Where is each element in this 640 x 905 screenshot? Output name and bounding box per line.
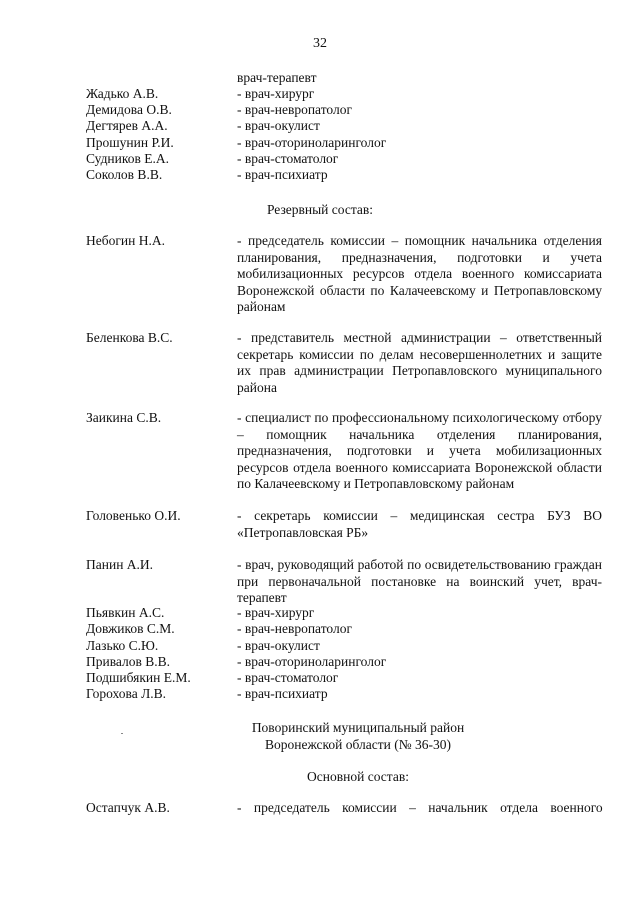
member-role: - врач-стоматолог — [237, 670, 339, 685]
member-role: - врач-хирург — [237, 605, 315, 620]
member-role: - врач, руководящий работой по освидетельствованию граждан при первоначальной постановке на воинский учет, врач-терапевт — [237, 557, 602, 605]
member-name: Привалов В.В. — [86, 654, 171, 669]
member-role: - врач-окулист — [237, 118, 320, 133]
district-line-2: Воронежской области (№ 36-30) — [264, 737, 451, 752]
member-role: - врач-хирург — [237, 86, 315, 101]
member-role: - врач-невропатолог — [237, 102, 353, 117]
member-name: Горохова Л.В. — [86, 686, 166, 701]
member-role: - врач-психиатр — [237, 167, 328, 182]
member-name: Заикина С.В. — [86, 410, 162, 425]
member-role: - врач-психиатр — [237, 686, 328, 701]
member-name: Остапчук А.В. — [86, 800, 170, 815]
main-heading: Основной состав: — [307, 769, 409, 784]
member-role: - врач-оториноларинголог — [237, 654, 387, 669]
member-role: - врач-стоматолог — [237, 151, 339, 166]
member-role: - секретарь комиссии – медицинская сестра БУЗ ВО «Петропавловская РБ» — [237, 508, 602, 540]
member-name: Прошунин Р.И. — [86, 135, 174, 150]
member-name: Пьявкин А.С. — [86, 605, 165, 620]
member-name: Небогин Н.А. — [86, 233, 165, 248]
member-name: Беленкова В.С. — [86, 330, 173, 345]
member-name: Дегтярев А.А. — [86, 118, 168, 133]
member-name: Судников Е.А. — [86, 151, 170, 166]
member-name: Жадько А.В. — [86, 86, 159, 101]
member-role: - представитель местной администрации – ответственный секретарь комиссии по делам несовершеннолетних и защите их прав администрации Петропавловского муниципального района — [237, 330, 602, 395]
member-role: - председатель комиссии – помощник начальника отделения планирования, предназначения, подготовки и учета мобилизационных ресурсов отдела военного комиссариата Воронежской области по Калачеевскому и Петропавловскому районам — [237, 233, 602, 314]
member-name: Довжиков С.М. — [86, 621, 175, 636]
scan-speck — [121, 733, 123, 734]
member-name: Демидова О.В. — [86, 102, 172, 117]
member-name: Головенько О.И. — [86, 508, 181, 523]
member-role: - врач-невропатолог — [237, 621, 353, 636]
member-role: - врач-окулист — [237, 638, 320, 653]
member-role: врач-терапевт — [237, 70, 317, 85]
reserve-heading: Резервный состав: — [266, 202, 374, 217]
member-role: - председатель комиссии – начальник отдела военного — [237, 800, 603, 815]
district-line-1: Поворинский муниципальный район — [251, 720, 465, 735]
member-role: - специалист по профессиональному психологическому отбору – помощник начальника отделения планирования, предназначения, подготовки и учета мобилизационных ресурсов отдела военного комиссариата Воронежской области по Калачеевскому и Петропавловскому районам — [237, 410, 602, 491]
member-name: Лазько С.Ю. — [86, 638, 159, 653]
member-name: Подшибякин Е.М. — [86, 670, 191, 685]
page-number: 32 — [313, 36, 327, 51]
member-role: - врач-оториноларинголог — [237, 135, 387, 150]
member-name: Панин А.И. — [86, 557, 154, 572]
member-name: Соколов В.В. — [86, 167, 163, 182]
